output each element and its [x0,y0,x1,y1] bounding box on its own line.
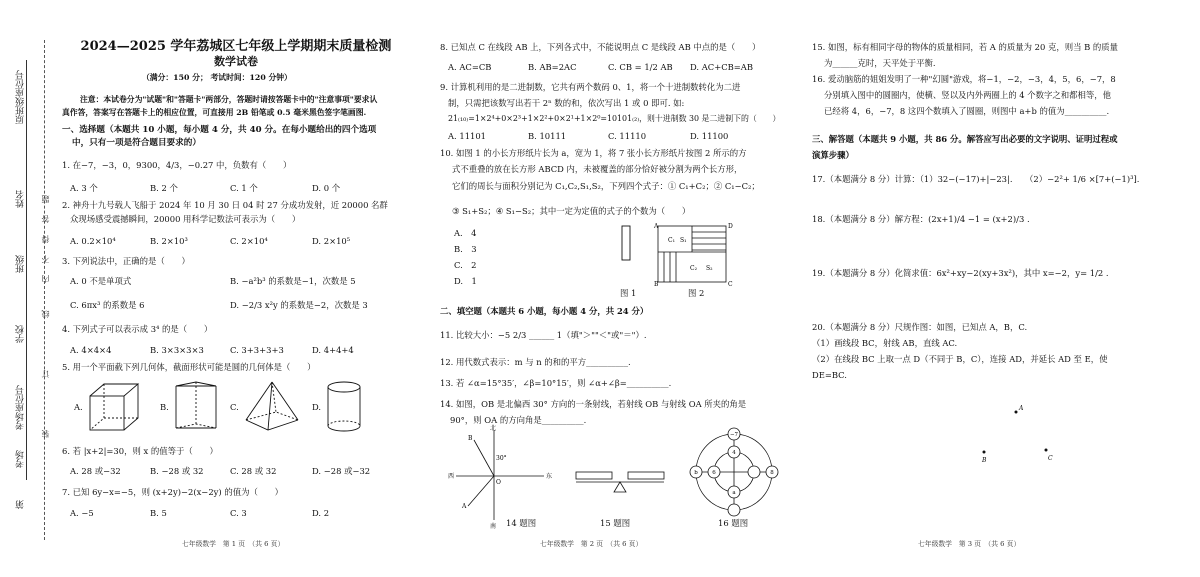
seal-char: 不 [41,255,50,263]
q7-option-d: D. 2 [312,508,330,518]
figure-15-caption: 15 题图 [600,518,631,528]
q3-option-a: A. 0 不是单项式 [70,276,132,286]
q10-option-d: D. 1 [454,276,477,286]
compass-o: O [496,479,501,486]
q10-option-b: B. 3 [454,244,477,254]
seal-char: 装 [41,430,50,438]
figure-2-caption: 图 2 [688,288,705,298]
question-15-cont: 为______克时，天平处于平衡. [824,58,936,68]
q7-option-b: B. 5 [150,508,167,518]
q3-option-d: D. −2/3 x²y 的系数是−2，次数是 3 [230,300,368,310]
margin-field-no: 第 [16,500,26,509]
circle-value: a [732,490,736,496]
point-a: A [1019,405,1024,412]
question-17: 17.（本题满分 8 分）计算：（1）32−(−17)+|−23|. （2）−2²+ 1/6 ×[7+(−1)³]. [812,174,1140,184]
q8-option-a: A. AC=CB [448,62,492,72]
question-7: 7. 已知 6y−x=−5，则 (x+2y)−2(x−2y) 的值为（ ） [62,487,283,497]
margin-field-name: 姓名 [16,190,26,208]
circle-value: 8 [770,470,774,476]
question-15: 15. 如图，标有相同字母的物体的质量相同，若 A 的质量为 20 克，则当 B 的质量 [812,42,1119,52]
question-16-cont-2: 已经将 4，6，−7，8 这四个数填入了圆圈，则图中 a+b 的值为__________. [824,106,1110,116]
question-12: 12. 用代数式表示：m 与 n 的和的平方__________. [440,357,631,367]
circle-value: 4 [732,450,736,456]
question-20-part-1: （1）画线段 BC，射线 AB，直线 AC. [812,338,958,348]
question-10-cont: 式不重叠的放在长方形 ABCD 内，未被覆盖的部分恰好被分割为两个长方形， [452,164,743,174]
margin-field-room-seat: 考场座位号 [16,385,26,430]
q1-option-a: A. 3 个 [70,183,98,193]
q6-option-d: D. −28 或−32 [312,466,371,476]
question-16: 16. 爱动脑筋的姐姐发明了一种"幻圆"游戏，将−1，−2，−3，4，5，6，−7，8 [812,74,1116,84]
page-2 [440,0,788,577]
label-b: B [654,281,659,288]
question-2-cont: 众现场感受震撼瞬间，20000 用科学记数法可表示为（ ） [70,214,301,224]
question-10-cont-2: 它们的周长与面积分别记为 C₁,C₂,S₁,S₂，下列四个式子：① C₁+C₂；② C₁−C₂； [452,181,760,191]
pyramid-figure [242,380,302,436]
q7-option-a: A. −5 [70,508,94,518]
figure-15-balance [572,466,668,506]
figure-14-caption: 14 题图 [506,518,537,528]
question-13: 13. 若 ∠α=15°35′，∠β=10°15′，则 ∠α+∠β=__________. [440,378,672,388]
compass-angle: 30° [496,455,507,462]
q3-option-c: C. 6πx³ 的系数是 6 [70,300,145,310]
question-4: 4. 下列式子可以表示成 3⁴ 的是（ ） [62,324,213,334]
figure-16-magic-circle [688,426,780,520]
q9-option-c: C. 11110 [608,131,647,141]
q5-option-b: B. [160,402,169,412]
point-c: C [1048,455,1053,462]
q9-option-a: A. 11101 [448,131,487,141]
compass-east: 东 [546,473,553,480]
q1-option-d: D. 0 个 [312,183,341,193]
seal-char: 内 [41,275,50,283]
q2-option-a: A. 0.2×10⁴ [70,236,116,246]
q10-option-a: A. 4 [454,228,477,238]
notice-line-2: 真作答，答案写在答题卡上的相应位置，可直接用 2B 铅笔或 0.5 毫米黑色签字笔画图. [62,108,367,117]
label-s2: S₂ [706,265,713,272]
figure-2-rectangle [654,222,734,286]
compass-south: 南 [490,523,497,530]
seal-char: 线 [41,310,50,318]
question-10: 10. 如图 1 的小长方形纸片长为 a，宽为 1，将 7 张小长方形纸片按图 2 所示的方 [440,148,747,158]
seal-char: 题 [41,195,50,203]
page-1-footer: 七年级数学 第 1 页 （共 6 页） [182,540,285,548]
point-b: B [982,457,987,464]
q4-option-c: C. 3+3+3+3 [230,345,284,355]
exam-subtitle: 数学试卷 [214,55,258,68]
label-d: D [728,223,733,230]
margin-field-seat: 原班级座位号 [16,70,26,124]
section-1-heading: 一、选择题（本题共 10 小题，每小题 4 分，共 40 分。在每小题给出的四个选项 [62,125,377,135]
q5-option-d: D. [312,402,322,412]
q6-option-c: C. 28 或 32 [230,466,277,476]
section-1-heading-cont: 中，只有一项是符合题目要求的） [72,138,201,148]
question-20-part-2: （2）在线段 BC 上取一点 D（不同于 B，C），连接 AD，并延长 AD 至 E，使 [812,354,1108,364]
question-2: 2. 神舟十九号载人飞船于 2024 年 10 月 30 日 04 时 27 分成功发射，近 20000 名群 [62,200,388,210]
q3-option-b: B. −a²b³ 的系数是−1，次数是 5 [230,276,356,286]
figure-14-compass [448,424,558,528]
label-c2: C₂ [690,265,697,272]
margin-field-school: 学校 [16,325,26,343]
q2-option-b: B. 2×10³ [150,236,188,246]
question-19: 19.（本题满分 8 分）化简求值：6x²+xy−2(xy+3x²)，其中 x=−2，y= 1/2 . [812,268,1109,278]
q9-option-b: B. 10111 [528,131,567,141]
q10-option-c: C. 2 [454,260,477,270]
label-s1: S₁ [680,237,687,244]
figure-1-caption: 图 1 [620,288,637,298]
q4-option-b: B. 3×3×3×3 [150,345,204,355]
question-6: 6. 若 |x+2|=30，则 x 的值等于（ ） [62,446,218,456]
q8-option-b: B. AB=2AC [528,62,577,72]
question-20-points [972,400,1062,470]
compass-a: A [462,503,467,510]
question-8: 8. 已知点 C 在线段 AB 上，下列各式中，不能说明点 C 是线段 AB 中点的是（ ） [440,42,761,52]
seal-char: 得 [41,235,50,243]
triangular-prism-figure [172,380,224,436]
question-5: 5. 用一个平面截下列几何体，截面形状可能是圆的几何体是（ ） [62,362,316,372]
seal-char: 订 [41,370,50,378]
section-3-heading-cont: 演算步骤） [812,150,854,160]
q1-option-b: B. 2 个 [150,183,178,193]
q2-option-c: C. 2×10⁴ [230,236,268,246]
q9-option-d: D. 11100 [690,131,729,141]
circle-value: −7 [729,432,739,438]
question-14-cont: 90°，则 OA 的方向角是__________. [450,415,587,425]
section-3-heading: 三、解答题（本题共 9 小题，共 86 分。解答应写出必要的文字说明、证明过程或 [812,134,1118,144]
page-1 [62,0,410,577]
figure-1-rectangle [620,222,634,266]
q4-option-a: A. 4×4×4 [70,345,112,355]
compass-b: B [468,435,473,442]
question-18: 18.（本题满分 8 分）解方程：(2x+1)/4 −1 = (x+2)/3 . [812,214,1030,224]
label-a: A [654,223,659,230]
q5-option-a: A. [74,402,83,412]
cube-figure [86,380,146,436]
compass-west: 西 [448,473,455,480]
figure-16-caption: 16 题图 [718,518,749,528]
margin-field-room: 考场 [16,450,26,468]
question-20-part-2-cont: DE=BC. [812,370,847,380]
seal-dashed-line [44,40,45,540]
margin-field-rule [26,60,27,480]
exam-info: （满分：150 分； 考试时间：120 分钟） [142,73,292,82]
exam-title: 2024—2025 学年荔城区七年级上学期期末质量检测 [80,39,392,54]
question-9-example: 21₍₁₀₎=1×2⁴+0×2³+1×2²+0×2¹+1×2⁰=10101₍₂₎，则十进制数 30 是二进制下的（ ） [448,114,781,123]
seal-char: 答 [41,215,50,223]
q8-option-c: C. CB = 1/2 AB [608,62,673,72]
q1-option-c: C. 1 个 [230,183,258,193]
circle-value: 6 [712,470,716,476]
q8-option-d: D. AC+CB=AB [690,62,753,72]
margin-field-class: 班级 [16,255,26,273]
q5-option-c: C. [230,402,239,412]
q2-option-d: D. 2×10⁵ [312,236,351,246]
label-c1: C₁ [668,237,675,244]
q4-option-d: D. 4+4+4 [312,345,354,355]
q7-option-c: C. 3 [230,508,247,518]
question-16-cont: 分别填入图中的圆圈内，使横、竖以及内外两圈上的 4 个数字之和都相等，他 [824,90,1112,100]
notice-line-1: 注意：本试卷分为"试题"和"答题卡"两部分，答题时请按答题卡中的"注意事项"要求认 [80,95,378,104]
question-11: 11. 比较大小：−5 2/3 ______ 1（填"＞""＜"或"＝"）. [440,330,647,340]
question-10-cont-3: ③ S₁+S₂；④ S₁−S₂；其中一定为定值的式子的个数为（ ） [452,206,691,216]
question-3: 3. 下列说法中，正确的是（ ） [62,256,190,266]
q6-option-b: B. −28 或 32 [150,466,204,476]
page-3-footer: 七年级数学 第 3 页 （共 6 页） [918,540,1021,548]
compass-north: 北 [490,425,497,432]
question-14: 14. 如图，OB 是北偏西 30° 方向的一条射线，若射线 OB 与射线 OA 所夹的角是 [440,399,747,409]
q6-option-a: A. 28 或−32 [70,466,121,476]
circle-value: b [694,470,698,476]
question-9: 9. 计算机利用的是二进制数，它共有两个数码 0、1，将一个十进制数转化为二进 [440,82,741,92]
cylinder-figure [324,380,366,436]
page-3 [812,0,1168,577]
page-2-footer: 七年级数学 第 2 页 （共 6 页） [540,540,643,548]
question-9-cont: 制，只需把该数写出若干 2ⁿ 数的和，依次写出 1 或 0 即可. 如: [448,98,685,108]
question-20: 20.（本题满分 8 分）尺规作图：如图，已知点 A，B，C. [812,322,1028,332]
section-2-heading: 二、填空题（本题共 6 小题，每小题 4 分，共 24 分） [440,306,649,316]
question-1: 1. 在−7，−3，0，9300，4/3，−0.27 中，负数有（ ） [62,160,292,170]
label-c: C [728,281,733,288]
